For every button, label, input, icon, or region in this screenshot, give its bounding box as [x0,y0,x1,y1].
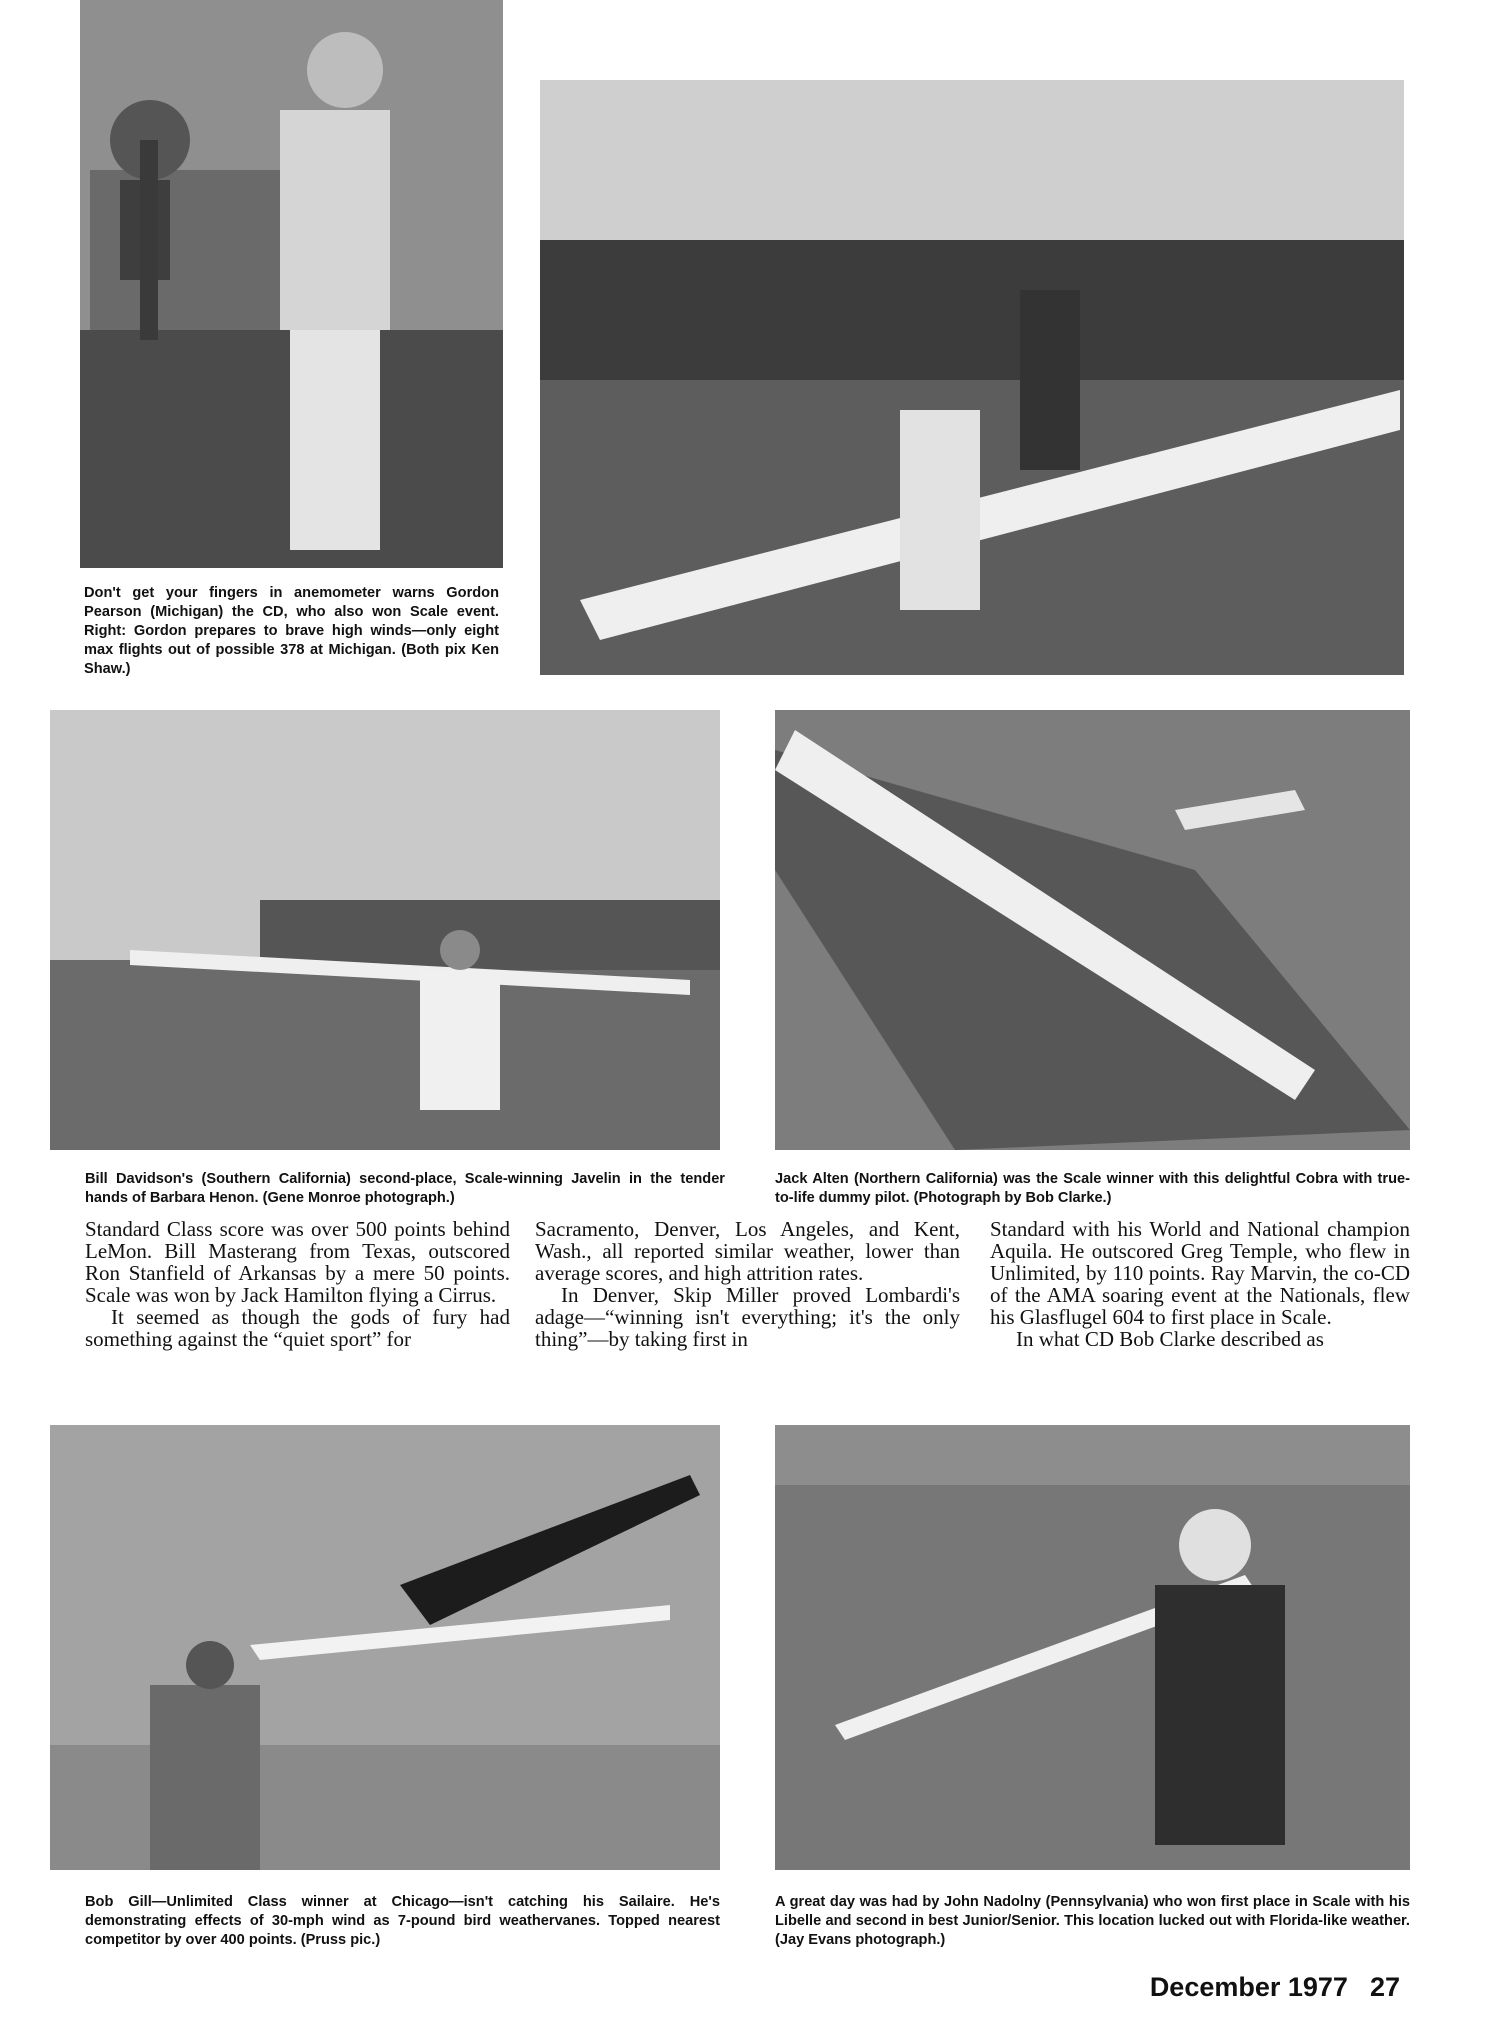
photo-gordon-pearson-anemometer [80,0,503,568]
col1-paragraph-1: Standard Class score was over 500 points behind LeMon. Bill Masterang from Texas, outscored Ron Stanfield of Arkansas by a mere 50 points. Scale was won by Jack Hamilton flying a Cirrus. [85,1217,510,1307]
photo-gill-sailaire [50,1425,720,1870]
caption-davidson: Bill Davidson's (Southern California) second-place, Scale-winning Javelin in the tender hands of Barbara Henon. (Gene Monroe photograph.) [85,1171,725,1206]
caption-gill: Bob Gill—Unlimited Class winner at Chicago—isn't catching his Sailaire. He's demonstrating effects of 30-mph wind as 7-pound bird weathervanes. Topped nearest competitor by over 400 points. (Pruss pic.) [85,1894,720,1948]
caption-gordon-pearson: Don't get your fingers in anemometer warns Gordon Pearson (Michigan) the CD, who also won Scale event. Right: Gordon prepares to brave high winds—only eight max flights out of possible 378 at Michigan. (Both pix Ken Shaw.) [80,578,503,690]
col2-paragraph-2: In Denver, Skip Miller proved Lombardi's adage—“winning isn't everything; it's the only thing”—by taking first in [535,1283,960,1351]
page-folio [1150,1972,1400,2003]
page-number: 27 [1369,1972,1400,2002]
photo-alten-cobra [775,710,1410,1150]
col1-paragraph-2: It seemed as though the gods of fury had something against the “quiet sport” for [85,1305,510,1351]
photo-nadolny-libelle [775,1425,1410,1870]
photo-davidson-javelin [50,710,720,1150]
col3-paragraph-1: Standard with his World and National champion Aquila. He outscored Greg Temple, who flew in Unlimited, by 110 points. Ray Marvin, the co-CD of the AMA soaring event at the Nationals, flew his Glasflugel 604 to first place in Scale. [990,1217,1410,1329]
photo-gordon-launch-field [540,80,1404,675]
col3-paragraph-2: In what CD Bob Clarke described as [1016,1327,1324,1351]
body-column-1 [85,1218,510,1350]
caption-nadolny: A great day was had by John Nadolny (Pennsylvania) who won first place in Scale with his Libelle and second in best Junior/Senior. This location lucked out with Florida-like weather. (Jay Evans photograph.) [775,1894,1410,1948]
col2-paragraph-1: Sacramento, Denver, Los Angeles, and Kent, Wash., all reported similar weather, lower than average scores, and high attrition rates. [535,1217,960,1285]
body-column-3 [990,1218,1410,1350]
caption-alten: Jack Alten (Northern California) was the Scale winner with this delightful Cobra with true-to-life dummy pilot. (Photograph by Bob Clarke.) [775,1171,1410,1206]
issue-date: December 1977 [1149,1972,1348,2002]
body-column-2 [535,1218,960,1350]
